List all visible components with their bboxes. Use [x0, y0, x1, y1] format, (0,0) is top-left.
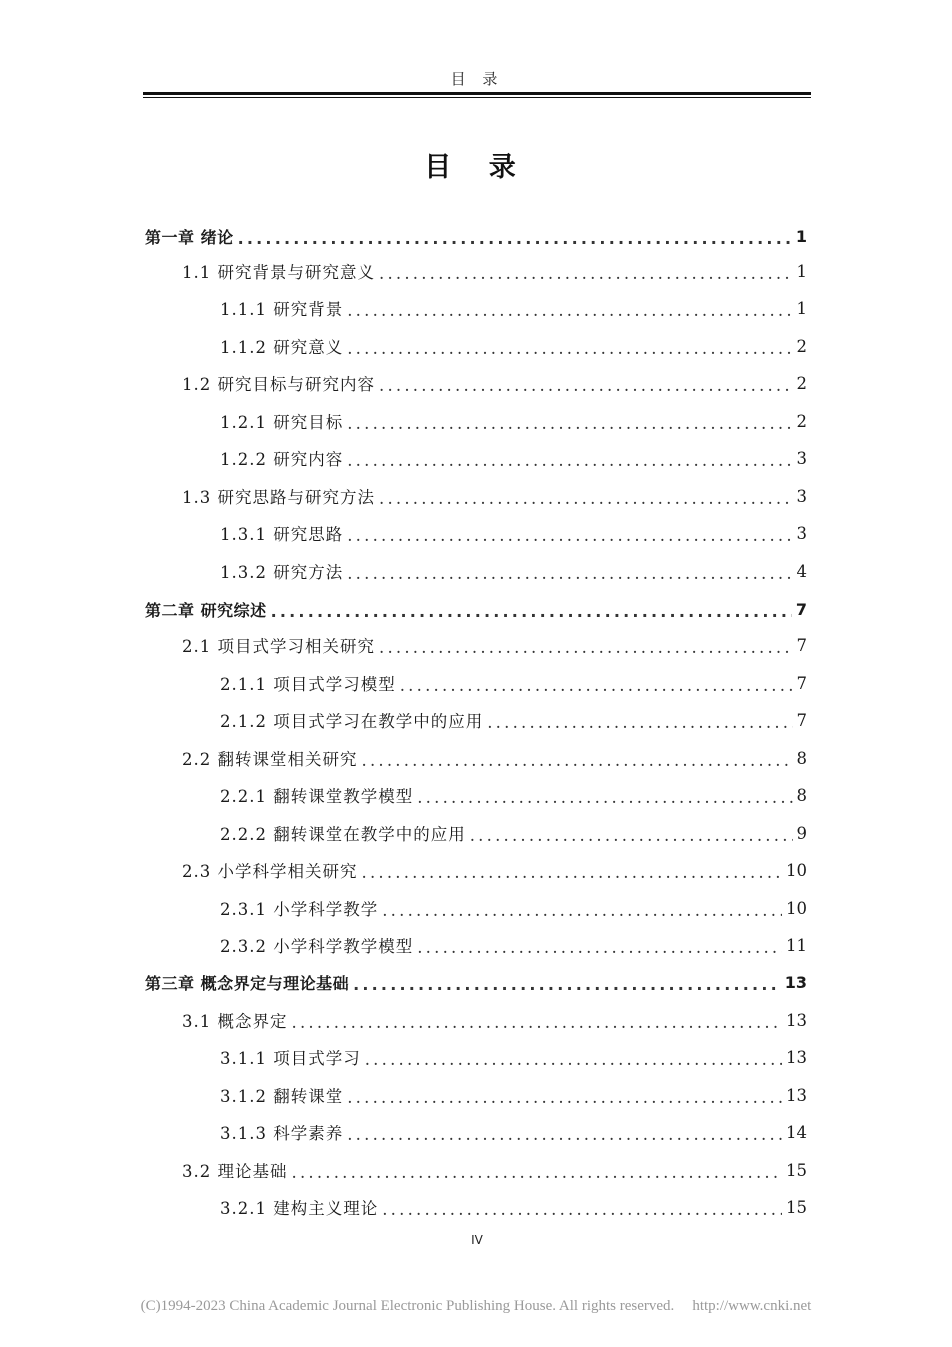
- toc-section-1-3[interactable]: 1.3 研究思路与研究方法 ..... 3: [182, 481, 807, 511]
- toc-subsection-1-1-1[interactable]: 1.1.1 研究背景 ..... 1: [220, 293, 807, 323]
- toc-section-3-2[interactable]: 3.2 理论基础 ..... 15: [182, 1155, 807, 1185]
- toc-section-3-1[interactable]: 3.1 概念界定 ..... 13: [182, 1005, 807, 1035]
- toc-subsection-2-1-2[interactable]: 2.1.2 项目式学习在教学中的应用 ..... 7: [220, 705, 807, 735]
- toc-subsection-1-1-2[interactable]: 1.1.2 研究意义 ..... 2: [220, 331, 807, 361]
- toc-subsection-1-2-2[interactable]: 1.2.2 研究内容 ..... 3: [220, 443, 807, 473]
- toc-subsection-1-3-2[interactable]: 1.3.2 研究方法 ..... 4: [220, 556, 807, 586]
- copyright-text: (C)1994-2023 China Academic Journal Electronic Publishing House. All rights reserved.: [140, 1298, 675, 1314]
- toc-subsection-1-2-1[interactable]: 1.2.1 研究目标 ..... 2: [220, 406, 807, 436]
- copyright-footer: [0, 1298, 952, 1315]
- toc-subsection-2-3-1[interactable]: 2.3.1 小学科学教学 ..... 10: [220, 893, 807, 923]
- toc-subsection-2-1-1[interactable]: 2.1.1 项目式学习模型 ..... 7: [220, 668, 807, 698]
- page-title: 目 录: [424, 152, 530, 183]
- toc-subsection-1-3-1[interactable]: 1.3.1 研究思路 ..... 3: [220, 518, 807, 548]
- running-header: 目 录: [450, 70, 504, 88]
- toc-subsection-3-1-1[interactable]: 3.1.1 项目式学习 ..... 13: [220, 1042, 807, 1072]
- toc-section-2-3[interactable]: 2.3 小学科学相关研究 ..... 10: [182, 855, 807, 885]
- toc-chapter-1[interactable]: 第一章 绪论 ..... 1: [145, 221, 807, 251]
- toc-section-2-1[interactable]: 2.1 项目式学习相关研究 ..... 7: [182, 630, 807, 660]
- toc-chapter-3[interactable]: 第三章 概念界定与理论基础 ..... 13: [145, 967, 807, 997]
- toc-section-2-2[interactable]: 2.2 翻转课堂相关研究 ..... 8: [182, 743, 807, 773]
- header-rule-thick: [143, 92, 811, 95]
- toc-subsection-3-1-2[interactable]: 3.1.2 翻转课堂 ..... 13: [220, 1080, 807, 1110]
- footer-url[interactable]: http://www.cnki.net: [692, 1298, 812, 1314]
- header-rule-thin: [143, 97, 811, 98]
- page-number: IV: [471, 1233, 483, 1247]
- toc-chapter-2[interactable]: 第二章 研究综述 ..... 7: [145, 594, 807, 624]
- toc-subsection-3-2-1[interactable]: 3.2.1 建构主义理论 ..... 15: [220, 1192, 807, 1222]
- toc-subsection-2-2-2[interactable]: 2.2.2 翻转课堂在教学中的应用 ..... 9: [220, 818, 807, 848]
- toc-subsection-2-2-1[interactable]: 2.2.1 翻转课堂教学模型 ..... 8: [220, 780, 807, 810]
- toc-section-1-2[interactable]: 1.2 研究目标与研究内容 ..... 2: [182, 368, 807, 398]
- toc-section-1-1[interactable]: 1.1 研究背景与研究意义 ..... 1: [182, 256, 807, 286]
- toc-subsection-3-1-3[interactable]: 3.1.3 科学素养 ..... 14: [220, 1117, 807, 1147]
- toc-subsection-2-3-2[interactable]: 2.3.2 小学科学教学模型 ..... 11: [220, 930, 807, 960]
